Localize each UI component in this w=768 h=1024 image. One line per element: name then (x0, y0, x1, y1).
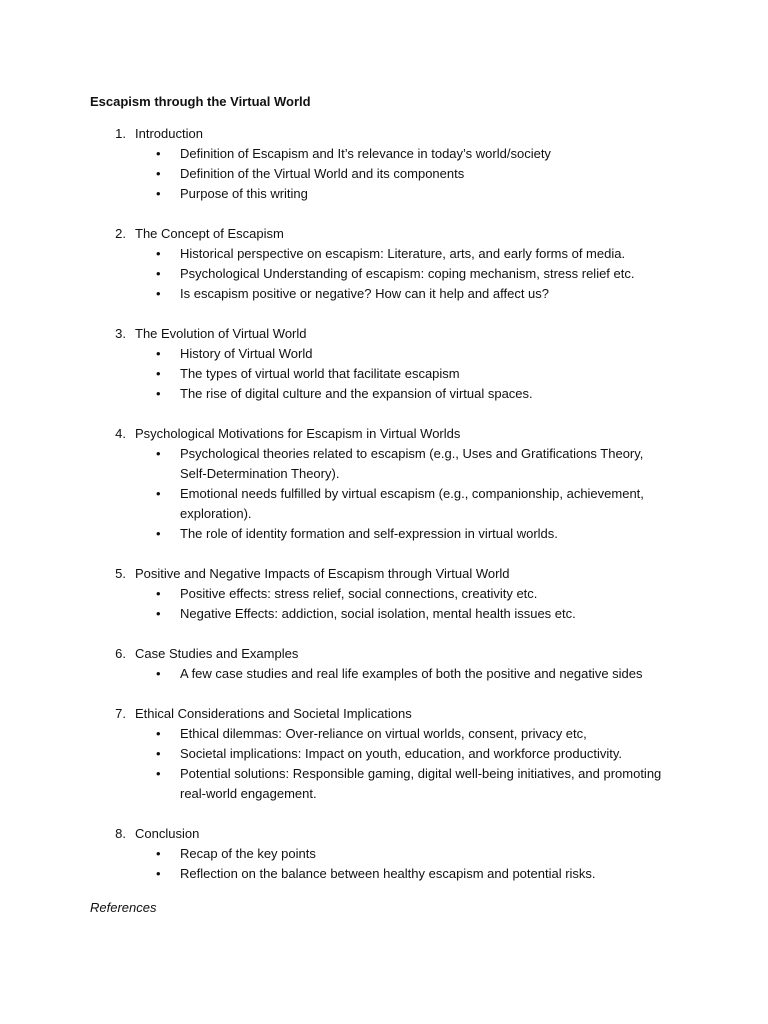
bullet-dot-icon: • (156, 186, 161, 201)
section-heading (90, 124, 668, 144)
section-number: 6. (115, 646, 126, 661)
bullet-item (90, 164, 668, 184)
bullet-dot-icon: • (156, 746, 161, 761)
section-label: Psychological Motivations for Escapism in Virtual Worlds (135, 426, 461, 441)
outline-section (90, 704, 668, 804)
bullet-item (90, 724, 668, 744)
bullet-text: The types of virtual world that facilitate escapism (180, 366, 460, 381)
bullet-item (90, 584, 668, 604)
bullet-text: Psychological Understanding of escapism: coping mechanism, stress relief etc. (180, 266, 635, 281)
bullet-text: Positive effects: stress relief, social connections, creativity etc. (180, 586, 538, 601)
section-label: The Concept of Escapism (135, 226, 284, 241)
document-title: Escapism through the Virtual World (90, 94, 311, 109)
section-heading (90, 324, 668, 344)
bullet-text: Emotional needs fulfilled by virtual escapism (e.g., companionship, achievement, exploration). (180, 486, 644, 521)
section-heading (90, 424, 668, 444)
bullet-text: Negative Effects: addiction, social isolation, mental health issues etc. (180, 606, 576, 621)
bullet-dot-icon: • (156, 286, 161, 301)
bullet-list (90, 724, 668, 804)
section-label: Ethical Considerations and Societal Implications (135, 706, 412, 721)
bullet-item (90, 344, 668, 364)
bullet-item (90, 484, 668, 524)
bullet-item (90, 764, 668, 804)
bullet-item (90, 364, 668, 384)
bullet-dot-icon: • (156, 866, 161, 881)
outline-section (90, 644, 668, 684)
bullet-item (90, 244, 668, 264)
bullet-item (90, 284, 668, 304)
section-label: The Evolution of Virtual World (135, 326, 307, 341)
bullet-item (90, 444, 668, 484)
bullet-dot-icon: • (156, 266, 161, 281)
bullet-text: The rise of digital culture and the expansion of virtual spaces. (180, 386, 533, 401)
bullet-item (90, 264, 668, 284)
bullet-text: Is escapism positive or negative? How can it help and affect us? (180, 286, 550, 301)
bullet-dot-icon: • (156, 846, 161, 861)
bullet-text: Potential solutions: Responsible gaming, digital well-being initiatives, and promoting real-world engagement. (180, 766, 662, 801)
bullet-text: Societal implications: Impact on youth, education, and workforce productivity. (180, 746, 622, 761)
bullet-list (90, 584, 668, 624)
references-heading: References (90, 900, 157, 915)
bullet-dot-icon: • (156, 346, 161, 361)
section-label: Case Studies and Examples (135, 646, 299, 661)
bullet-list (90, 344, 668, 404)
bullet-dot-icon: • (156, 486, 161, 501)
bullet-list (90, 664, 668, 684)
bullet-text: Historical perspective on escapism: Literature, arts, and early forms of media. (180, 246, 626, 261)
bullet-dot-icon: • (156, 446, 161, 461)
bullet-item (90, 664, 668, 684)
bullet-dot-icon: • (156, 146, 161, 161)
section-heading (90, 824, 668, 844)
bullet-list (90, 144, 668, 204)
bullet-text: History of Virtual World (180, 346, 313, 361)
bullet-item (90, 384, 668, 404)
bullet-dot-icon: • (156, 586, 161, 601)
section-number: 5. (115, 566, 126, 581)
bullet-item (90, 844, 668, 864)
bullet-text: A few case studies and real life examples of both the positive and negative sides (180, 666, 643, 681)
section-heading (90, 644, 668, 664)
bullet-text: The role of identity formation and self-expression in virtual worlds. (180, 526, 558, 541)
bullet-text: Recap of the key points (180, 846, 316, 861)
section-number: 3. (115, 326, 126, 341)
section-number: 4. (115, 426, 126, 441)
outline-section (90, 824, 668, 884)
bullet-item (90, 604, 668, 624)
bullet-dot-icon: • (156, 386, 161, 401)
section-heading (90, 224, 668, 244)
bullet-dot-icon: • (156, 606, 161, 621)
bullet-text: Definition of Escapism and It’s relevance in today’s world/society (180, 146, 551, 161)
bullet-list (90, 244, 668, 304)
bullet-dot-icon: • (156, 526, 161, 541)
bullet-dot-icon: • (156, 766, 161, 781)
outline-section (90, 424, 668, 544)
section-number: 7. (115, 706, 126, 721)
section-number: 2. (115, 226, 126, 241)
section-label: Positive and Negative Impacts of Escapism through Virtual World (135, 566, 510, 581)
section-label: Introduction (135, 126, 203, 141)
bullet-dot-icon: • (156, 666, 161, 681)
bullet-item (90, 864, 668, 884)
bullet-item (90, 144, 668, 164)
bullet-text: Ethical dilemmas: Over-reliance on virtual worlds, consent, privacy etc, (180, 726, 587, 741)
bullet-item (90, 744, 668, 764)
outline-section (90, 324, 668, 404)
bullet-text: Definition of the Virtual World and its components (180, 166, 465, 181)
section-heading (90, 704, 668, 724)
outline-list (90, 124, 668, 884)
bullet-list (90, 444, 668, 544)
bullet-dot-icon: • (156, 246, 161, 261)
bullet-dot-icon: • (156, 726, 161, 741)
section-label: Conclusion (135, 826, 200, 841)
bullet-dot-icon: • (156, 366, 161, 381)
bullet-list (90, 844, 668, 884)
section-heading (90, 564, 668, 584)
bullet-text: Purpose of this writing (180, 186, 308, 201)
bullet-text: Reflection on the balance between healthy escapism and potential risks. (180, 866, 596, 881)
section-number: 1. (115, 126, 126, 141)
bullet-dot-icon: • (156, 166, 161, 181)
bullet-item (90, 184, 668, 204)
section-number: 8. (115, 826, 126, 841)
bullet-item (90, 524, 668, 544)
outline-section (90, 224, 668, 304)
bullet-text: Psychological theories related to escapism (e.g., Uses and Gratifications Theory, Self-Determination Theory). (180, 446, 644, 481)
outline-section (90, 564, 668, 624)
outline-section (90, 124, 668, 204)
